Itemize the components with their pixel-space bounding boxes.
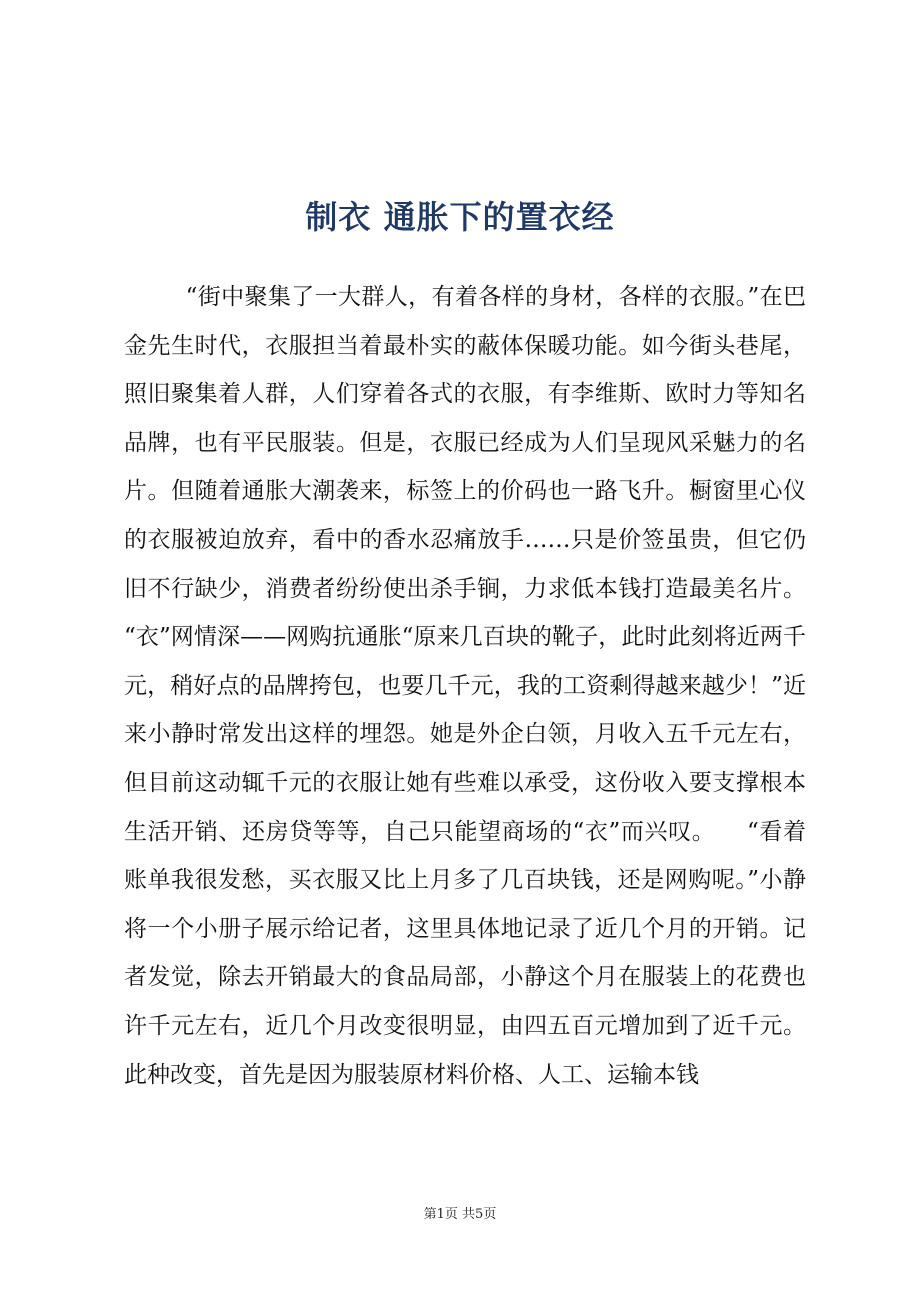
body-paragraph: “街中聚集了一大群人，有着各样的身材，各样的衣服。”在巴金先生时代，衣服担当着最朴实的蔽体保暖功能。如今街头巷尾，照旧聚集着人群，人们穿着各式的衣服，有李维斯、欧时力等知名品牌，也有平民服装。但是，衣服已经成为人们呈现风采魅力的名片。但随着通胀大潮袭来，标签上的价码也一路飞升。橱窗里心仪的衣服被迫放弃，看中的香水忍痛放手……只是价签虽贵，但它仍旧不行缺少，消费者纷纷使出杀手锏，力求低本钱打造最美名片。 “衣”网情深——网购抗通胀“原来几百块的靴子，此时此刻将近两千元，稍好点的品牌挎包，也要几千元，我的工资剩得越来越少！”近来小静时常发出这样的埋怨。她是外企白领，月收入五千元左右，但目前这动辄千元的衣服让她有些难以承受，这份收入要支撑根本生活开销、还房贷等等，自己只能望商场的“衣”而兴叹。 “看着账单我很发愁，买衣服又比上月多了几百块钱，还是网购呢。”小静将一个小册子展示给记者，这里具体地记录了近几个月的开销。记者发觉，除去开销最大的食品局部，小静这个月在服装上的花费也许千元左右，近几个月改变很明显，由四五百元增加到了近千元。此种改变，首先是因为服装原材料价格、人工、运输本钱 — [124, 284, 850, 1088]
document-title: 制衣 通胀下的置衣经 — [305, 198, 615, 236]
page-number: 第1页 共5页 — [423, 1207, 497, 1222]
